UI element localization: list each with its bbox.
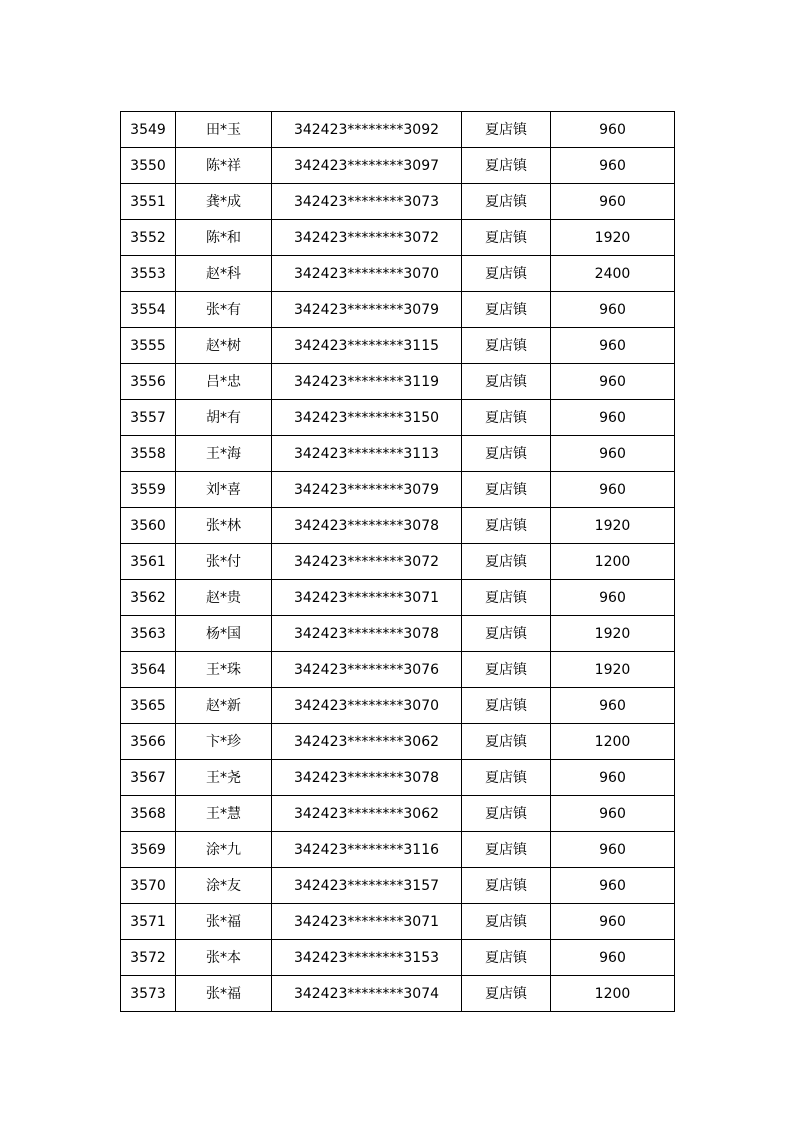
amount: 960 bbox=[551, 868, 675, 904]
masked-id-number: 342423********3078 bbox=[272, 760, 462, 796]
town-name: 夏店镇 bbox=[462, 256, 551, 292]
town-name: 夏店镇 bbox=[462, 112, 551, 148]
table-row bbox=[121, 328, 675, 364]
row-number: 3555 bbox=[121, 328, 176, 364]
person-name: 赵*新 bbox=[176, 688, 272, 724]
table-row bbox=[121, 760, 675, 796]
masked-id-number: 342423********3072 bbox=[272, 544, 462, 580]
table-row bbox=[121, 796, 675, 832]
roster-table bbox=[120, 111, 675, 1012]
amount: 960 bbox=[551, 364, 675, 400]
person-name: 杨*国 bbox=[176, 616, 272, 652]
amount: 960 bbox=[551, 904, 675, 940]
town-name: 夏店镇 bbox=[462, 400, 551, 436]
amount: 960 bbox=[551, 832, 675, 868]
table-row bbox=[121, 148, 675, 184]
person-name: 龚*成 bbox=[176, 184, 272, 220]
person-name: 赵*贵 bbox=[176, 580, 272, 616]
town-name: 夏店镇 bbox=[462, 724, 551, 760]
amount: 1200 bbox=[551, 724, 675, 760]
row-number: 3561 bbox=[121, 544, 176, 580]
masked-id-number: 342423********3092 bbox=[272, 112, 462, 148]
person-name: 陈*祥 bbox=[176, 148, 272, 184]
row-number: 3569 bbox=[121, 832, 176, 868]
table-row bbox=[121, 580, 675, 616]
town-name: 夏店镇 bbox=[462, 436, 551, 472]
roster-table-body bbox=[121, 112, 675, 1012]
person-name: 张*林 bbox=[176, 508, 272, 544]
amount: 1200 bbox=[551, 976, 675, 1012]
masked-id-number: 342423********3157 bbox=[272, 868, 462, 904]
town-name: 夏店镇 bbox=[462, 652, 551, 688]
amount: 960 bbox=[551, 400, 675, 436]
person-name: 刘*喜 bbox=[176, 472, 272, 508]
masked-id-number: 342423********3150 bbox=[272, 400, 462, 436]
masked-id-number: 342423********3079 bbox=[272, 292, 462, 328]
row-number: 3572 bbox=[121, 940, 176, 976]
town-name: 夏店镇 bbox=[462, 940, 551, 976]
person-name: 涂*友 bbox=[176, 868, 272, 904]
town-name: 夏店镇 bbox=[462, 688, 551, 724]
masked-id-number: 342423********3115 bbox=[272, 328, 462, 364]
town-name: 夏店镇 bbox=[462, 508, 551, 544]
person-name: 陈*和 bbox=[176, 220, 272, 256]
amount: 960 bbox=[551, 328, 675, 364]
town-name: 夏店镇 bbox=[462, 796, 551, 832]
row-number: 3565 bbox=[121, 688, 176, 724]
town-name: 夏店镇 bbox=[462, 184, 551, 220]
person-name: 田*玉 bbox=[176, 112, 272, 148]
person-name: 张*有 bbox=[176, 292, 272, 328]
row-number: 3564 bbox=[121, 652, 176, 688]
person-name: 卞*珍 bbox=[176, 724, 272, 760]
row-number: 3554 bbox=[121, 292, 176, 328]
masked-id-number: 342423********3119 bbox=[272, 364, 462, 400]
person-name: 王*慧 bbox=[176, 796, 272, 832]
table-row bbox=[121, 544, 675, 580]
person-name: 张*福 bbox=[176, 904, 272, 940]
town-name: 夏店镇 bbox=[462, 292, 551, 328]
amount: 1200 bbox=[551, 544, 675, 580]
table-row bbox=[121, 616, 675, 652]
table-row bbox=[121, 940, 675, 976]
person-name: 吕*忠 bbox=[176, 364, 272, 400]
amount: 960 bbox=[551, 112, 675, 148]
row-number: 3559 bbox=[121, 472, 176, 508]
amount: 1920 bbox=[551, 616, 675, 652]
masked-id-number: 342423********3062 bbox=[272, 796, 462, 832]
row-number: 3563 bbox=[121, 616, 176, 652]
amount: 1920 bbox=[551, 508, 675, 544]
town-name: 夏店镇 bbox=[462, 472, 551, 508]
table-row bbox=[121, 868, 675, 904]
person-name: 涂*九 bbox=[176, 832, 272, 868]
masked-id-number: 342423********3078 bbox=[272, 508, 462, 544]
person-name: 张*付 bbox=[176, 544, 272, 580]
row-number: 3557 bbox=[121, 400, 176, 436]
masked-id-number: 342423********3153 bbox=[272, 940, 462, 976]
table-row bbox=[121, 436, 675, 472]
table-row bbox=[121, 724, 675, 760]
masked-id-number: 342423********3076 bbox=[272, 652, 462, 688]
row-number: 3567 bbox=[121, 760, 176, 796]
table-row bbox=[121, 292, 675, 328]
masked-id-number: 342423********3070 bbox=[272, 688, 462, 724]
masked-id-number: 342423********3079 bbox=[272, 472, 462, 508]
row-number: 3556 bbox=[121, 364, 176, 400]
row-number: 3552 bbox=[121, 220, 176, 256]
table-row bbox=[121, 364, 675, 400]
row-number: 3566 bbox=[121, 724, 176, 760]
town-name: 夏店镇 bbox=[462, 544, 551, 580]
table-row bbox=[121, 652, 675, 688]
masked-id-number: 342423********3113 bbox=[272, 436, 462, 472]
table-row bbox=[121, 508, 675, 544]
amount: 2400 bbox=[551, 256, 675, 292]
town-name: 夏店镇 bbox=[462, 832, 551, 868]
person-name: 赵*树 bbox=[176, 328, 272, 364]
amount: 960 bbox=[551, 580, 675, 616]
table-row bbox=[121, 688, 675, 724]
person-name: 张*本 bbox=[176, 940, 272, 976]
amount: 960 bbox=[551, 760, 675, 796]
row-number: 3551 bbox=[121, 184, 176, 220]
masked-id-number: 342423********3116 bbox=[272, 832, 462, 868]
masked-id-number: 342423********3097 bbox=[272, 148, 462, 184]
table-row bbox=[121, 472, 675, 508]
table-row bbox=[121, 184, 675, 220]
person-name: 赵*科 bbox=[176, 256, 272, 292]
masked-id-number: 342423********3071 bbox=[272, 904, 462, 940]
town-name: 夏店镇 bbox=[462, 580, 551, 616]
person-name: 张*福 bbox=[176, 976, 272, 1012]
masked-id-number: 342423********3071 bbox=[272, 580, 462, 616]
amount: 960 bbox=[551, 796, 675, 832]
row-number: 3568 bbox=[121, 796, 176, 832]
table-row bbox=[121, 976, 675, 1012]
town-name: 夏店镇 bbox=[462, 760, 551, 796]
row-number: 3571 bbox=[121, 904, 176, 940]
amount: 960 bbox=[551, 436, 675, 472]
person-name: 胡*有 bbox=[176, 400, 272, 436]
masked-id-number: 342423********3078 bbox=[272, 616, 462, 652]
amount: 960 bbox=[551, 184, 675, 220]
masked-id-number: 342423********3062 bbox=[272, 724, 462, 760]
town-name: 夏店镇 bbox=[462, 220, 551, 256]
table-row bbox=[121, 220, 675, 256]
town-name: 夏店镇 bbox=[462, 904, 551, 940]
row-number: 3570 bbox=[121, 868, 176, 904]
town-name: 夏店镇 bbox=[462, 364, 551, 400]
table-row bbox=[121, 832, 675, 868]
table-row bbox=[121, 904, 675, 940]
masked-id-number: 342423********3072 bbox=[272, 220, 462, 256]
amount: 960 bbox=[551, 472, 675, 508]
masked-id-number: 342423********3073 bbox=[272, 184, 462, 220]
row-number: 3573 bbox=[121, 976, 176, 1012]
row-number: 3558 bbox=[121, 436, 176, 472]
row-number: 3553 bbox=[121, 256, 176, 292]
town-name: 夏店镇 bbox=[462, 328, 551, 364]
row-number: 3549 bbox=[121, 112, 176, 148]
person-name: 王*珠 bbox=[176, 652, 272, 688]
amount: 960 bbox=[551, 688, 675, 724]
amount: 960 bbox=[551, 292, 675, 328]
row-number: 3562 bbox=[121, 580, 176, 616]
table-row bbox=[121, 400, 675, 436]
amount: 960 bbox=[551, 940, 675, 976]
amount: 1920 bbox=[551, 220, 675, 256]
town-name: 夏店镇 bbox=[462, 148, 551, 184]
table-row bbox=[121, 112, 675, 148]
amount: 960 bbox=[551, 148, 675, 184]
person-name: 王*尧 bbox=[176, 760, 272, 796]
town-name: 夏店镇 bbox=[462, 976, 551, 1012]
table-row bbox=[121, 256, 675, 292]
masked-id-number: 342423********3070 bbox=[272, 256, 462, 292]
amount: 1920 bbox=[551, 652, 675, 688]
row-number: 3550 bbox=[121, 148, 176, 184]
town-name: 夏店镇 bbox=[462, 616, 551, 652]
town-name: 夏店镇 bbox=[462, 868, 551, 904]
person-name: 王*海 bbox=[176, 436, 272, 472]
masked-id-number: 342423********3074 bbox=[272, 976, 462, 1012]
row-number: 3560 bbox=[121, 508, 176, 544]
